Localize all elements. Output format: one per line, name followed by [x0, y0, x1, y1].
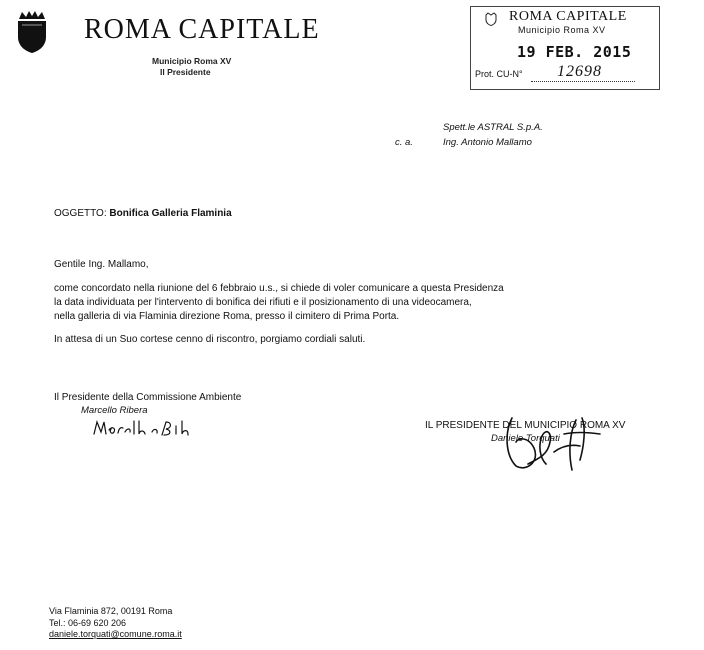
footer-address: Via Flaminia 872, 00191 Roma	[49, 606, 173, 616]
body-line: la data individuata per l'intervento di bonifica dei rifiuti e il posizionamento di una videocamera,	[54, 297, 472, 308]
stamp-prot-label: Prot. CU-N°	[475, 69, 523, 79]
subject-label: OGGETTO:	[54, 208, 107, 219]
handwritten-signature-right	[490, 412, 620, 474]
footer-contact	[49, 606, 182, 641]
stamp-org: ROMA CAPITALE	[509, 9, 627, 24]
protocol-stamp	[470, 6, 660, 90]
signature-right-name: Daniele Torquati	[491, 433, 560, 444]
body-line: come concordato nella riunione del 6 febbraio u.s., si chiede di voler comunicare a questa Presidenza	[54, 283, 504, 294]
addressee-person: Ing. Antonio Mallamo	[443, 137, 532, 148]
handwritten-signature-left	[92, 418, 212, 438]
addressee-attention	[395, 135, 543, 150]
body-paragraph-2: In attesa di un Suo cortese cenno di riscontro, porgiamo cordiali saluti.	[54, 334, 366, 345]
org-subtitle	[152, 56, 231, 78]
org-title: ROMA CAPITALE	[84, 14, 320, 45]
body-line: nella galleria di via Flaminia direzione Roma, presso il cimitero di Prima Porta.	[54, 311, 400, 322]
stamp-prot-line	[531, 81, 635, 82]
subject-text: Bonifica Galleria Flaminia	[109, 208, 232, 219]
roma-capitale-crest-icon	[15, 10, 49, 54]
footer-tel: Tel.: 06-69 620 206	[49, 617, 127, 628]
stamp-municipio: Municipio Roma XV	[518, 25, 606, 35]
stamp-prot-number: 12698	[557, 63, 602, 80]
body-paragraph-1	[54, 282, 504, 324]
signature-left-role: Il Presidente della Commissione Ambiente	[54, 392, 242, 403]
municipio-label: Municipio Roma XV	[152, 56, 232, 66]
signature-left-name: Marcello Ribera	[81, 405, 148, 416]
addressee-block	[395, 120, 543, 150]
stamp-date: 19 FEB. 2015	[517, 43, 632, 61]
signature-right-role: IL PRESIDENTE DEL MUNICIPIO ROMA XV	[425, 420, 626, 431]
signature-left	[54, 392, 242, 416]
office-label: Il Presidente	[160, 67, 211, 77]
salutation: Gentile Ing. Mallamo,	[54, 259, 149, 270]
footer-email-link[interactable]: daniele.torquati@comune.roma.it	[49, 629, 182, 639]
attention-label: c. a.	[395, 137, 413, 148]
addressee-company: Spett.le ASTRAL S.p.A.	[443, 122, 543, 133]
stamp-crest-icon	[485, 12, 497, 26]
subject-line	[54, 208, 232, 219]
